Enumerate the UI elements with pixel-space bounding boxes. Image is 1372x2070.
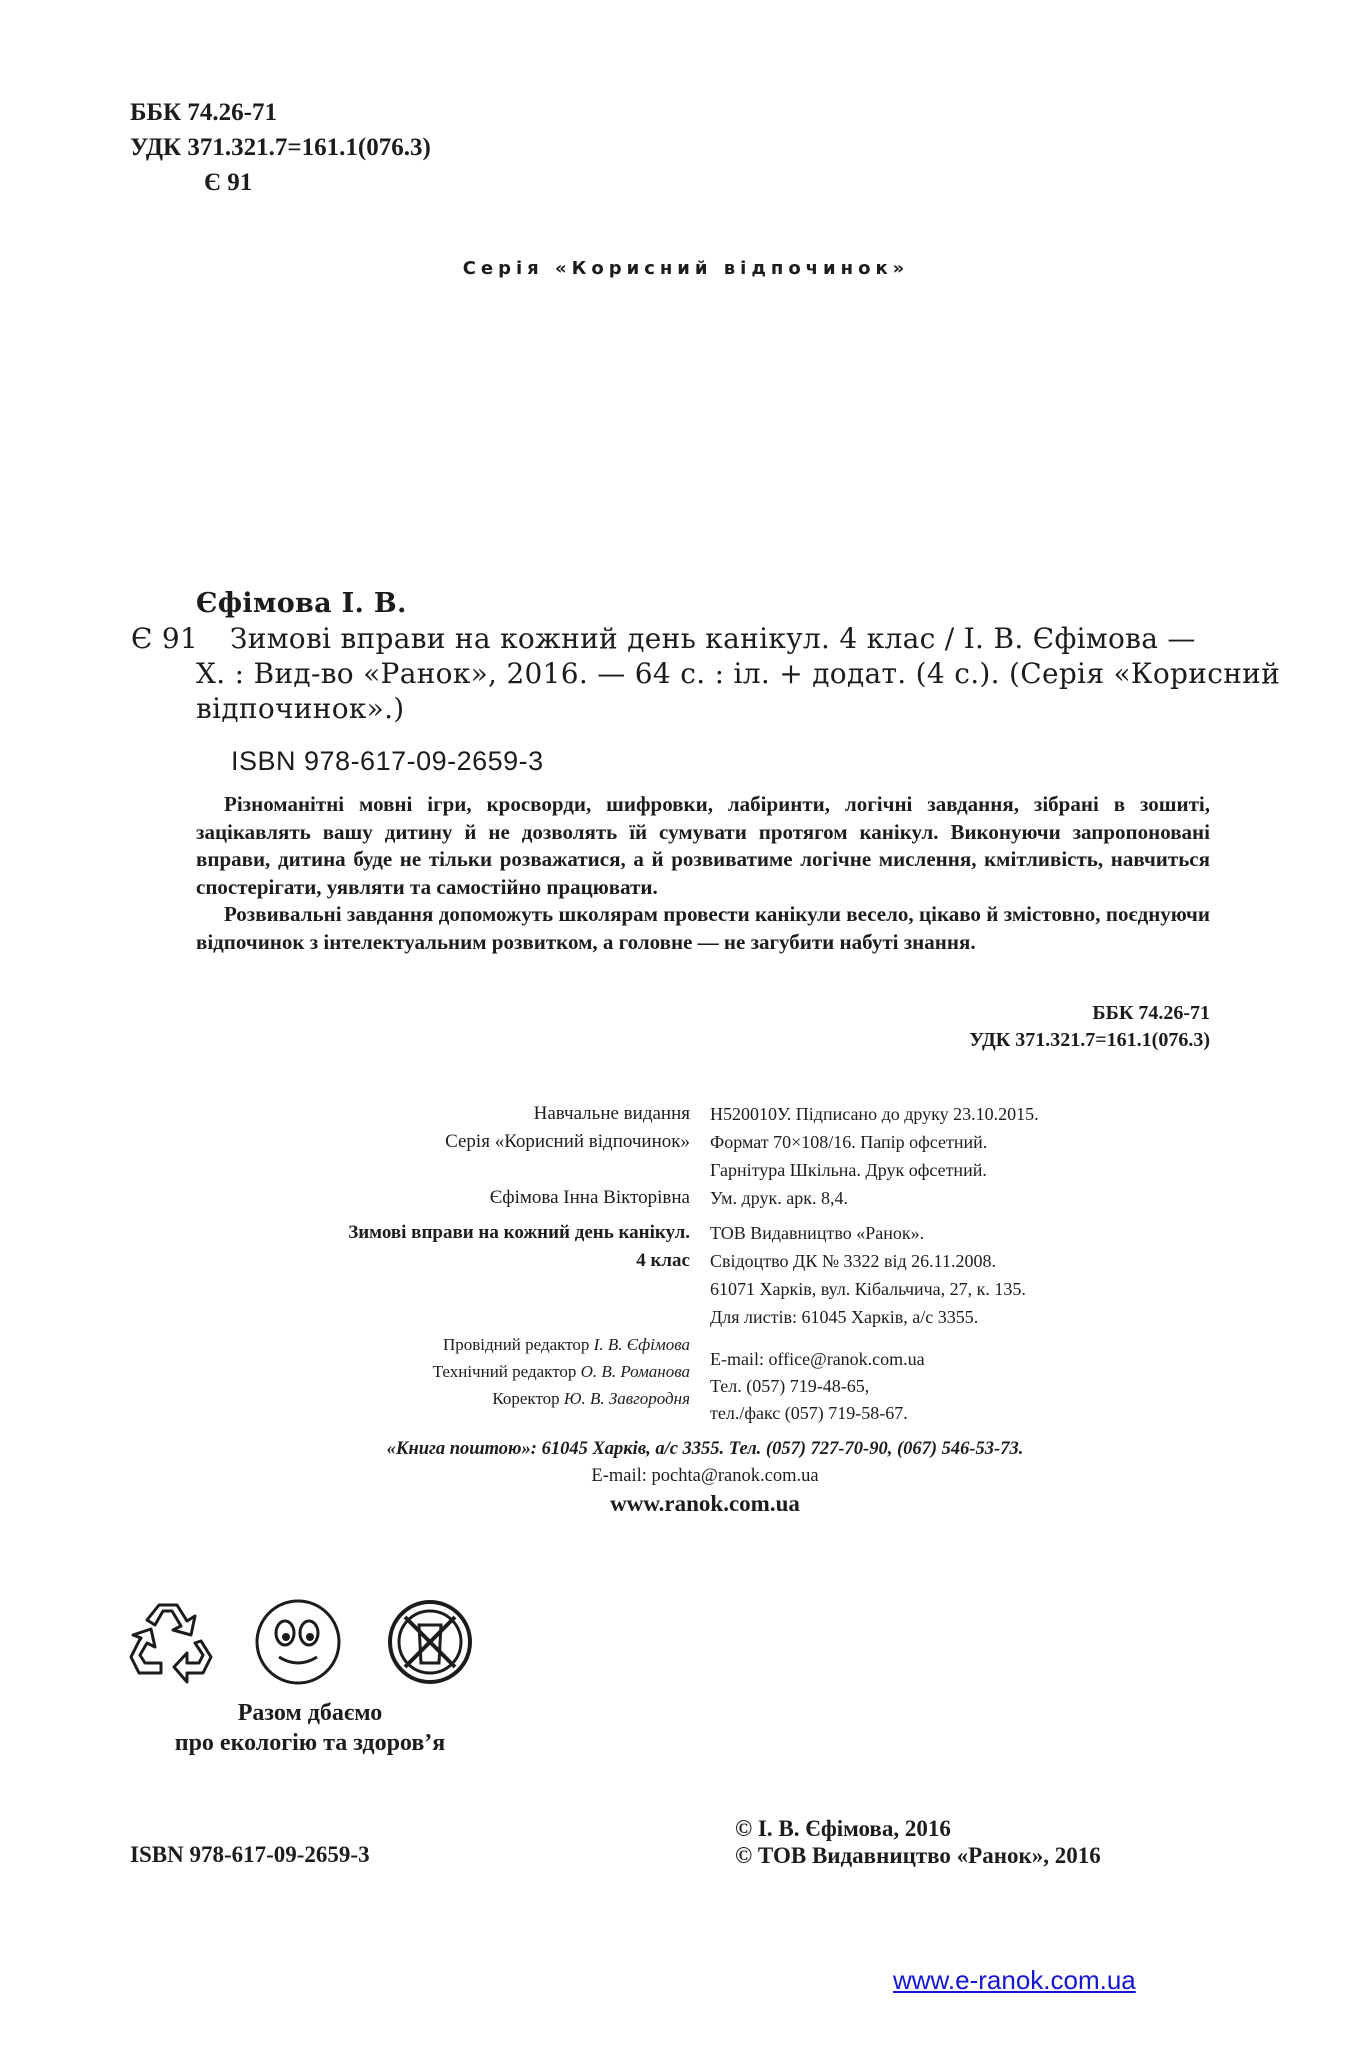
recycle-icon	[125, 1597, 221, 1694]
udk-code-bottom: УДК 371.321.7=161.1(076.3)	[969, 1029, 1210, 1051]
technical-editor: Технічний редактор О. В. Романова	[432, 1362, 690, 1381]
print-info: Гарнітура Шкільна. Друк офсетний.	[710, 1160, 987, 1180]
print-info: Н520010У. Підписано до друку 23.10.2015.	[710, 1104, 1039, 1124]
udk-code-top: УДК 371.321.7=161.1(076.3)	[130, 134, 431, 161]
eco-caption	[110, 1698, 510, 1758]
copyright-author: © І. В. Єфімова, 2016	[735, 1816, 951, 1841]
imprint-right	[710, 1100, 1230, 1426]
publisher-contact: E-mail: office@ranok.com.ua	[710, 1349, 925, 1369]
series-title: Серія «Корисний відпочинок»	[462, 258, 910, 279]
imprint-series: Серія «Корисний відпочинок»	[445, 1131, 690, 1152]
publisher-info: 61071 Харків, вул. Кібальчича, 27, к. 135.	[710, 1279, 1026, 1299]
lead-editor: Провідний редактор І. В. Єфімова	[442, 1335, 690, 1354]
copyright-block	[735, 1815, 1101, 1869]
isbn-bottom: ISBN 978-617-09-2659-3	[130, 1842, 370, 1867]
mail-order-block	[200, 1436, 1210, 1517]
bib-line: Зимові вправи на кожний день канікул. 4 клас / І. В. Єфімова —	[230, 622, 1196, 655]
bib-line: відпочинок».)	[196, 692, 405, 725]
annotation	[196, 791, 1210, 956]
mail-order-line: «Книга поштою»: 61045 Харків, а/с 3355. Тел. (057) 727-70-90, (067) 546-53-73.	[386, 1439, 1024, 1459]
publisher-info: Для листів: 61045 Харків, а/с 3355.	[710, 1307, 979, 1327]
copyright-publisher: © ТОВ Видавництво «Ранок», 2016	[735, 1843, 1101, 1868]
bbk-code-bottom: ББК 74.26-71	[1092, 1002, 1210, 1024]
eco-caption-line: про екологію та здоров’я	[174, 1730, 446, 1756]
bibliographic-entry	[230, 621, 1210, 656]
imprint-title: Зимові вправи на кожний день канікул.	[348, 1222, 690, 1243]
publisher-info: Свідоцтво ДК № 3322 від 26.11.2008.	[710, 1251, 996, 1271]
bibliographic-entry-continued	[196, 656, 1281, 726]
classification-bottom	[700, 1000, 1210, 1054]
smiley-icon	[253, 1597, 343, 1692]
author-heading: Єфімова І. В.	[196, 588, 407, 619]
imprint-grade: 4 клас	[636, 1250, 690, 1271]
catalog-code: Є 91	[131, 622, 199, 655]
publisher-url: www.ranok.com.ua	[610, 1491, 800, 1516]
print-info: Ум. друк. арк. 8,4.	[710, 1188, 848, 1208]
publisher-contact: тел./факс (057) 719-58-67.	[710, 1403, 908, 1423]
print-info: Формат 70×108/16. Папір офсетний.	[710, 1132, 988, 1152]
edition-type: Навчальне видання	[533, 1103, 690, 1124]
bbk-code-top: ББК 74.26-71	[130, 99, 278, 126]
website-link[interactable]: www.e-ranok.com.ua	[893, 1965, 1136, 1995]
author-sign-top: Є 91	[204, 169, 253, 196]
imprint-author: Єфімова Інна Вікторівна	[489, 1187, 690, 1208]
annotation-paragraph: Різноманітні мовні ігри, кросворди, шифровки, лабіринти, логічні завдання, зібрані в зошиті, зацікавлять вашу дитину й не дозволять їй сумувати протягом канікул. Виконуючи запропоновані вправи, дитина буде не тільки розважатися, а й розвиватиме логічне мислення, кмітливість, навчиться спостерігати, уявляти та самостійно працювати.	[196, 792, 1210, 899]
proofreader: Коректор Ю. В. Завгородня	[492, 1389, 690, 1408]
publisher-contact: Тел. (057) 719-48-65,	[710, 1376, 870, 1396]
imprint-left	[200, 1100, 690, 1412]
annotation-paragraph: Розвивальні завдання допоможуть школярам провести канікули весело, цікаво й змістовно, поєднуючи відпочинок з інтелектуальним розвитком, а головне — не загубити набуті знання.	[196, 902, 1210, 954]
mail-order-email: E-mail: pochta@ranok.com.ua	[591, 1466, 819, 1486]
no-disposal-icon	[385, 1597, 475, 1692]
publisher-info: ТОВ Видавництво «Ранок».	[710, 1223, 925, 1243]
eco-caption-line: Разом дбаємо	[237, 1700, 383, 1726]
bib-line: Х. : Вид-во «Ранок», 2016. — 64 с. : іл. + додат. (4 с.). (Серія «Корисний	[196, 657, 1281, 690]
isbn-top: ISBN 978-617-09-2659-3	[231, 746, 544, 776]
